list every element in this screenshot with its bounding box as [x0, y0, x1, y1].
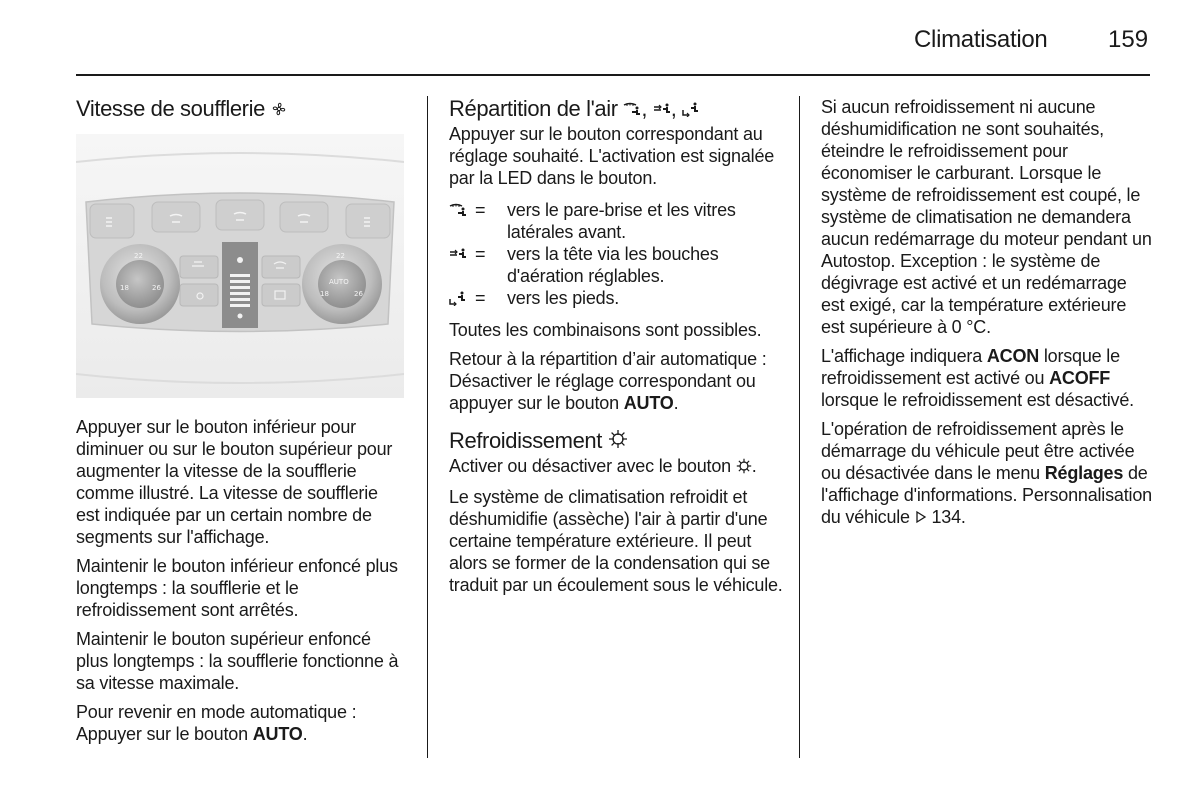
page-number: 159	[1108, 26, 1149, 53]
paragraph: Appuyer sur le bouton inférieur pour diminuer ou sur le bouton supérieur pour augmenter la vitesse de la soufflerie comme illustré. La vitesse de soufflerie est indiquée par un certain nombre de segments sur l'affichage.	[76, 417, 393, 547]
text: Retour à la répartition d’air automatique : Désactiver le réglage correspondant ou appuyer sur le bouton	[449, 349, 767, 414]
heading-text: Répartition de l'air	[449, 96, 618, 121]
page-reference-icon	[915, 507, 927, 529]
paragraph	[449, 455, 785, 478]
column-divider-1	[427, 96, 428, 758]
knob-right-label-left: 18	[320, 290, 329, 298]
text: l'affichage d'informations. Personnalisation du véhicule	[821, 485, 1152, 527]
text: L'affichage indiquera	[821, 346, 987, 366]
snowflake-icon	[736, 457, 752, 479]
snowflake-icon	[608, 429, 628, 455]
knob-left-label-top: 22	[134, 252, 143, 260]
column-1-body	[76, 416, 406, 752]
text: Activer ou désactiver avec le bouton	[449, 456, 736, 477]
knob-right-label-right: 26	[354, 290, 363, 298]
paragraph	[821, 418, 1153, 529]
column-2	[449, 96, 785, 603]
head-air-icon	[653, 97, 671, 123]
head-air-icon	[449, 243, 475, 267]
text: .	[751, 456, 757, 477]
knob-left-label-right: 26	[152, 284, 161, 292]
column-1	[76, 96, 406, 123]
paragraph: Maintenir le bouton supérieur enfoncé plus longtemps : la soufflerie fonctionne à sa vitesse maximale.	[76, 629, 399, 693]
definition-row	[449, 243, 785, 287]
feet-air-icon	[449, 287, 475, 311]
text: lorsque le refroidissement est activé ou	[821, 346, 1120, 388]
separator: ,	[641, 96, 648, 121]
auto-label: AUTO	[252, 724, 303, 744]
column-divider-2	[799, 96, 800, 758]
knob-left-label-left: 18	[120, 284, 129, 292]
paragraph: Maintenir le bouton inférieur enfoncé plus longtemps : la soufflerie et le refroidissement sont arrêtés.	[76, 556, 398, 620]
paragraph: Appuyer sur le bouton correspondant au réglage souhaité. L'activation est signalée par la LED dans le bouton.	[449, 124, 775, 189]
feet-air-icon	[682, 97, 700, 123]
climate-control-panel-photo	[76, 134, 404, 398]
paragraph	[449, 348, 785, 414]
text: .	[302, 724, 308, 744]
acon-label: ACON	[986, 346, 1040, 366]
paragraph: Le système de climatisation refroidit et déshumidifie (assèche) l'air à partir d'une certaine température extérieure. Il peut alors se former de la condensation qui se traduit par un écoulement sous le véhicule.	[449, 486, 783, 595]
windscreen-air-icon	[623, 97, 641, 123]
definition-text: vers les pieds.	[507, 288, 620, 309]
heading-text: Refroidissement	[449, 428, 602, 454]
text: lorsque le refroidissement est désactivé.	[821, 390, 1134, 410]
knob-right-label-auto: AUTO	[329, 278, 349, 286]
section-heading-blower-speed	[76, 96, 406, 123]
section-heading-cooling	[449, 428, 785, 455]
equals-sign: =	[475, 200, 486, 221]
settings-menu-label: Réglages	[1044, 463, 1124, 483]
auto-label: AUTO	[623, 393, 674, 414]
text: L'opération de refroidissement après le démarrage du véhicule peut être activée ou désactivée dans le menu	[821, 419, 1135, 483]
header-title: Climatisation	[914, 26, 1048, 53]
windscreen-air-icon	[449, 199, 475, 223]
text: Pour revenir en mode automatique : Appuyer sur le bouton	[76, 702, 357, 744]
section-heading-air-distribution	[449, 96, 785, 123]
paragraph	[821, 345, 1153, 411]
heading-text: Vitesse de soufflerie	[76, 96, 265, 121]
equals-sign: =	[475, 244, 486, 265]
definition-text: vers la tête via les bouches d'aération réglables.	[507, 244, 719, 287]
paragraph: Si aucun refroidissement ni aucune déshumidification ne sont souhaités, éteindre le refroidissement pour économiser le carburant. Lorsque le système de refroidissement est coupé, le système de climatisation ne demandera aucun redémarrage du moteur pendant un Autostop. Exception : le système de dégivrage est activé et un redémarrage est exigé, car la température extérieure est supérieure à 0 °C.	[821, 97, 1152, 337]
header-rule	[76, 74, 1150, 76]
equals-sign: =	[475, 288, 486, 309]
fan-icon	[271, 97, 287, 123]
paragraph	[76, 701, 406, 745]
separator: ,	[670, 96, 677, 121]
definition-row	[449, 287, 785, 311]
text: de	[1123, 463, 1148, 483]
knob-right-label-top: 22	[336, 252, 345, 260]
column-3	[821, 96, 1153, 536]
definition-text: vers le pare-brise et les vitres latérales avant.	[507, 200, 736, 243]
paragraph: Toutes les combinaisons sont possibles.	[449, 320, 762, 341]
distribution-definitions	[449, 199, 785, 311]
definition-row	[449, 199, 785, 243]
page-reference[interactable]: 134.	[931, 507, 966, 527]
acoff-label: ACOFF	[1049, 368, 1111, 388]
text: .	[673, 393, 679, 414]
